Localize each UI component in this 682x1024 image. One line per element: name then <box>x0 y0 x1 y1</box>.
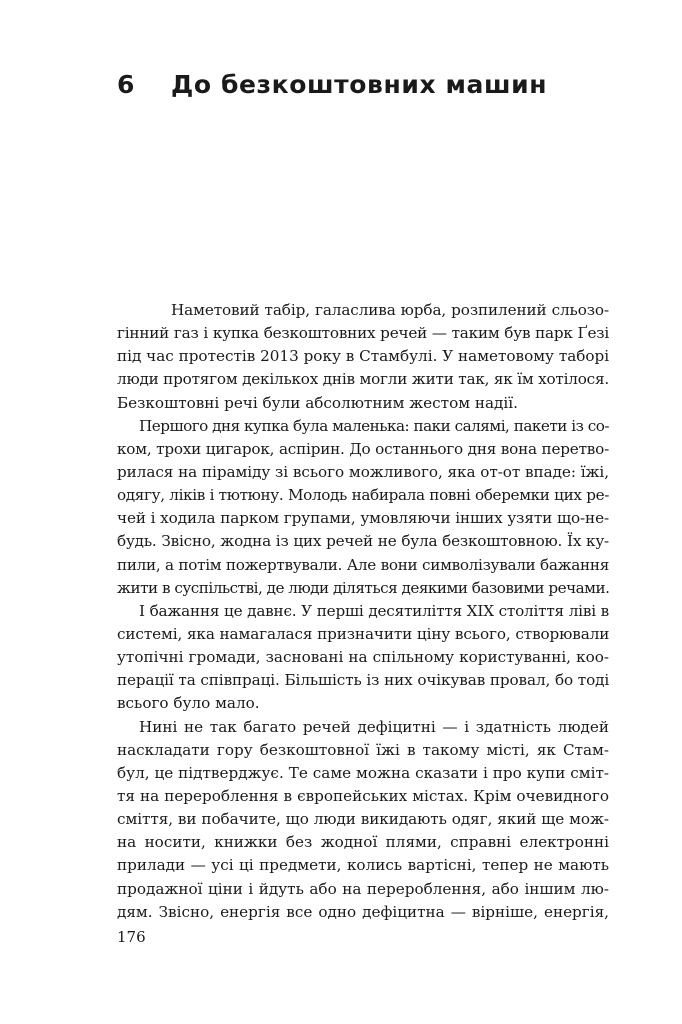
text-line: Першого дня купка була маленька: паки салямі, пакети із со- <box>139 416 609 435</box>
chapter-title: До безкоштовних машин <box>171 70 548 99</box>
text-line: тя на перероблення в європейських містах. Крім очевидного <box>117 786 609 805</box>
chapter-number: 6 <box>117 70 135 99</box>
text-line: Нині не так багато речей дефіцитні — і здатність людей <box>139 717 609 736</box>
paragraph <box>117 415 609 600</box>
text-line: перації та співпраці. Більшість із них очікував провал, бо тоді <box>117 671 610 690</box>
text-line: утопічні громади, засновані на спільному користуванні, коо- <box>117 648 609 667</box>
text-line: наскладати гору безкоштовної їжі в такому місті, як Стам- <box>117 740 609 759</box>
text-line: Безкоштовні речі були абсолютним жестом надії. <box>117 393 518 412</box>
text-line: ком, трохи цигарок, аспірин. До останнього дня вона перетво- <box>117 439 609 458</box>
paragraph <box>117 716 609 924</box>
page-number: 176 <box>117 928 146 946</box>
text-line: сміття, ви побачите, що люди викидають одяг, який ще мож- <box>117 810 609 829</box>
chapter-heading <box>117 70 597 110</box>
text-line: на носити, книжки без жодної плями, справні електронні <box>117 833 609 852</box>
text-line: бул, це підтверджує. Те саме можна сказати і про купи сміт- <box>117 763 609 782</box>
text-line: дям. Звісно, енергія все одно дефіцитна — вірніше, енергія, <box>117 902 609 921</box>
text-line: рилася на піраміду зі всього можливого, яка от-от впаде: їжі, <box>117 462 610 481</box>
text-line: І бажання це давнє. У перші десятиліття XIX століття ліві в <box>139 601 609 620</box>
text-line: жити в суспільстві, де люди діляться деякими базовими речами. <box>117 578 610 597</box>
text-line: будь. Звісно, жодна із цих речей не була безкоштовною. Їх ку- <box>117 532 609 551</box>
text-line: гінний газ і купка безкоштовних речей — таким був парк Ґезі <box>117 324 609 343</box>
text-line: одягу, ліків і тютюну. Молодь набирала повні оберемки цих ре- <box>117 486 609 505</box>
paragraph <box>117 299 609 415</box>
text-line: прилади — усі ці предмети, колись вартісні, тепер не мають <box>117 856 609 875</box>
text-line: продажної ціни і йдуть або на перероблення, або іншим лю- <box>117 879 609 898</box>
text-line: Наметовий табір, галаслива юрба, розпилений сльозо- <box>171 301 609 319</box>
paragraph <box>117 600 609 716</box>
text-line: люди протягом декількох днів могли жити так, як їм хотілося. <box>117 370 609 389</box>
text-line: під час протестів 2013 року в Стамбулі. У наметовому таборі <box>117 347 610 366</box>
text-line: всього було мало. <box>117 694 260 713</box>
text-line: чей і ходила парком групами, умовляючи інших узяти що-не- <box>117 509 609 528</box>
body-text <box>117 299 609 924</box>
text-line: системі, яка намагалася призначити ціну всього, створювали <box>117 624 610 643</box>
text-line: пили, а потім пожертвували. Але вони символізували бажання <box>117 555 609 574</box>
